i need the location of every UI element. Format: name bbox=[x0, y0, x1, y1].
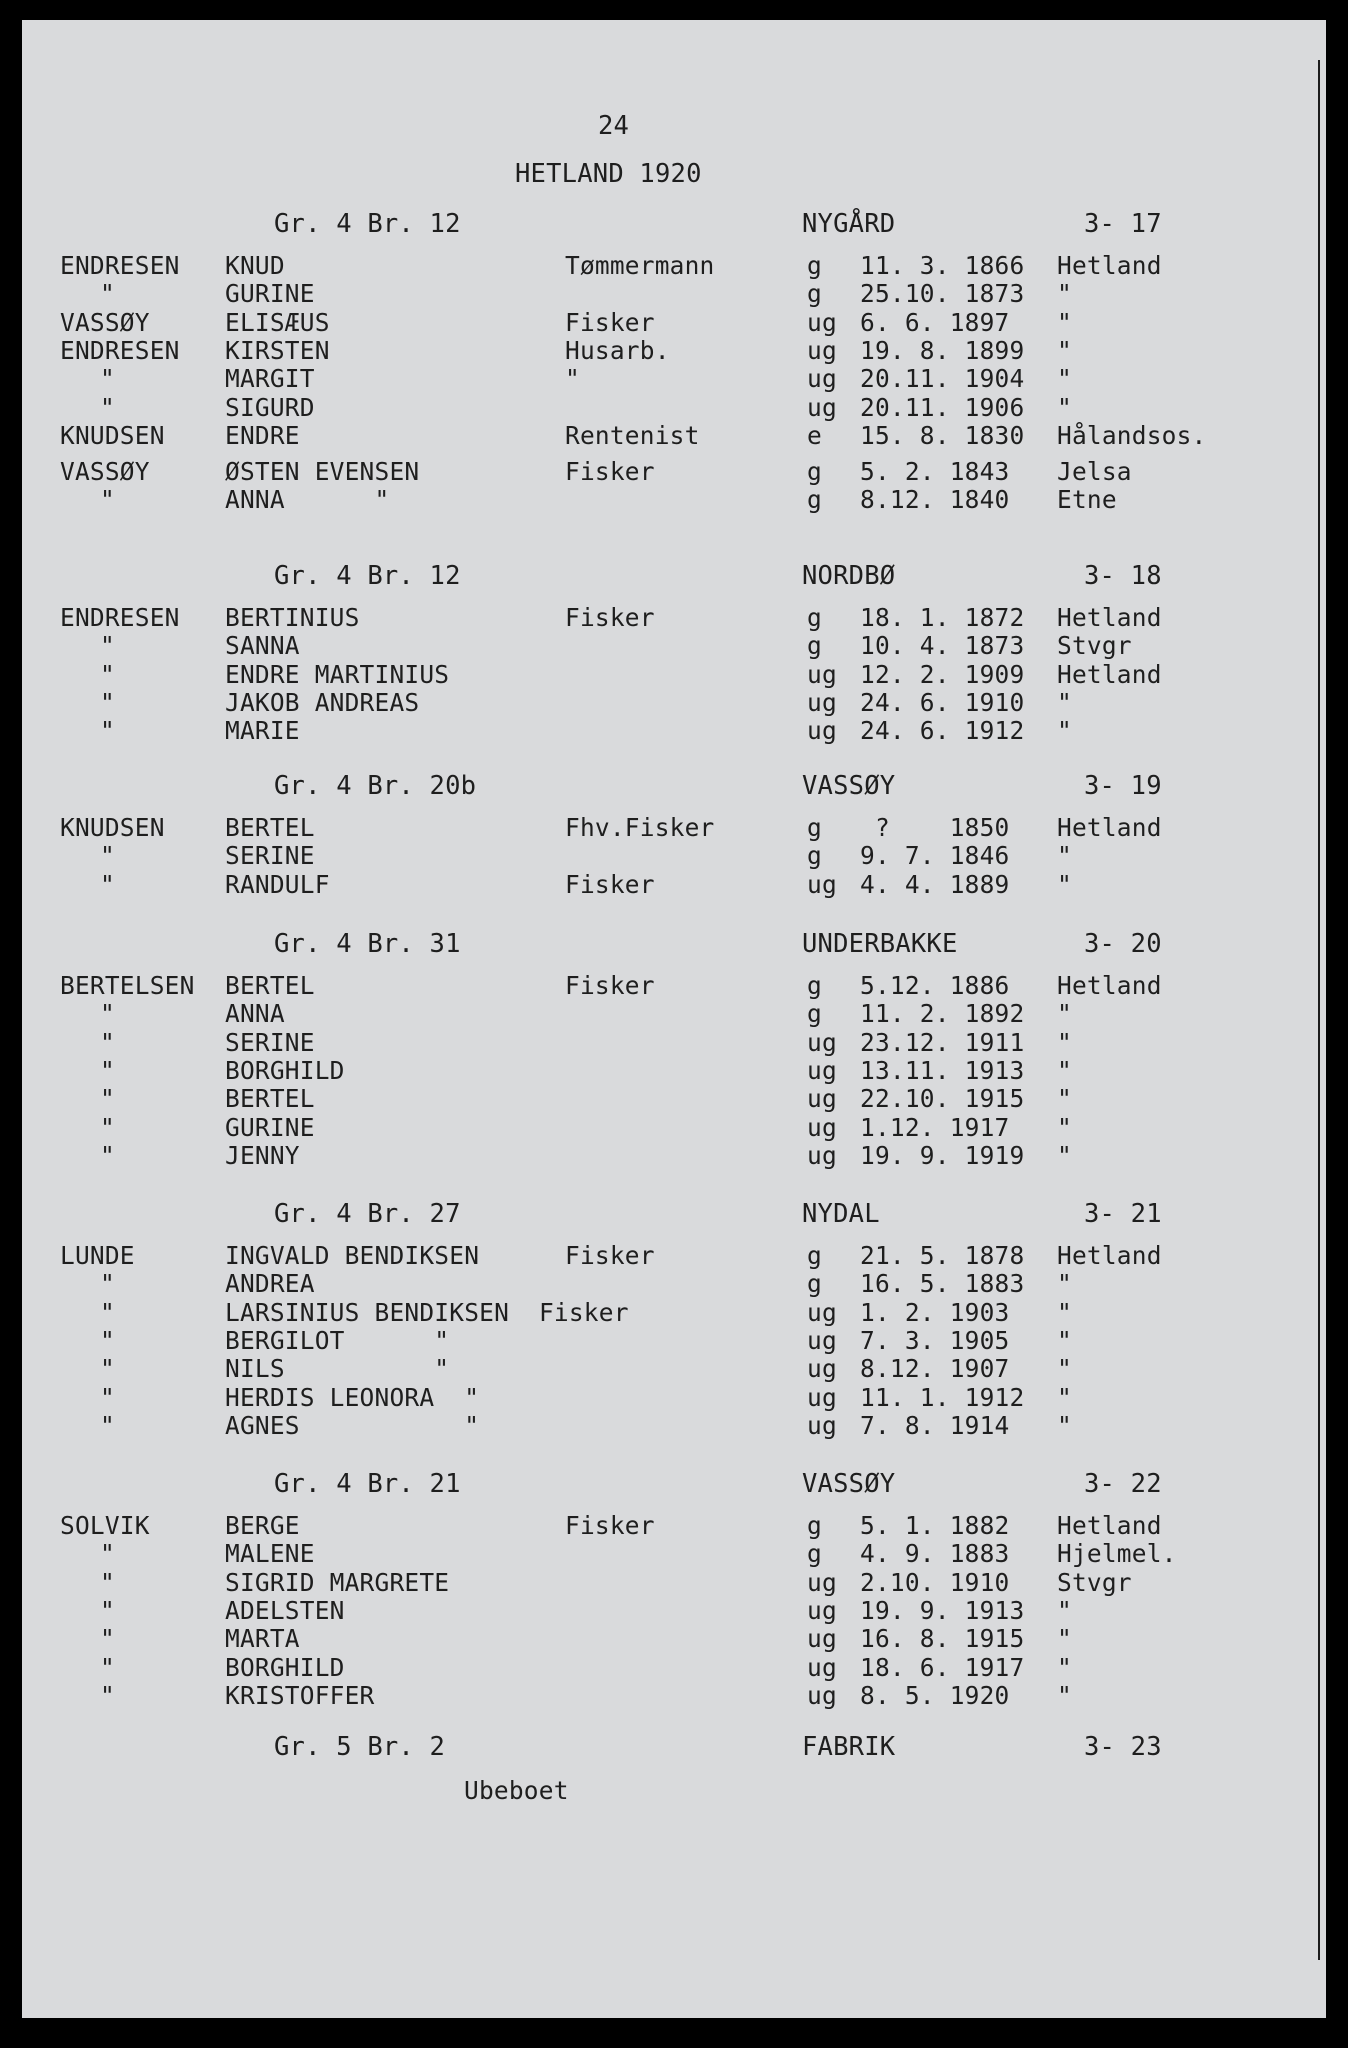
person-surname: " bbox=[100, 659, 115, 689]
person-first: SIGURD bbox=[225, 392, 315, 422]
person-birthplace: " bbox=[1057, 841, 1072, 871]
person-birthplace: Hetland bbox=[1057, 813, 1162, 842]
person-birthplace: " bbox=[1057, 279, 1072, 309]
person-first: NILS " bbox=[225, 1354, 450, 1384]
person-first: GURINE bbox=[225, 279, 315, 309]
person-date: 2.10. 1910 bbox=[860, 1567, 1010, 1597]
person-surname: " bbox=[100, 1652, 115, 1682]
person-date: 24. 6. 1910 bbox=[860, 687, 1025, 717]
person-surname: " bbox=[100, 1055, 115, 1085]
person-status: ug bbox=[807, 1382, 837, 1412]
person-birthplace: " bbox=[1057, 1269, 1072, 1299]
person-date: 1. 2. 1903 bbox=[860, 1297, 1010, 1327]
person-first: MARIE bbox=[225, 716, 300, 746]
person-surname: " bbox=[100, 1297, 115, 1327]
person-status: ug bbox=[807, 1624, 837, 1654]
person-first: HERDIS LEONORA " bbox=[225, 1382, 480, 1412]
person-first: RANDULF bbox=[225, 869, 330, 899]
person-surname: " bbox=[100, 1269, 115, 1299]
person-date: 1.12. 1917 bbox=[860, 1112, 1010, 1142]
household-place: NYDAL bbox=[802, 1199, 880, 1229]
person-surname: " bbox=[100, 485, 115, 515]
person-birthplace: " bbox=[1057, 716, 1072, 746]
person-surname: " bbox=[100, 1354, 115, 1384]
person-first: KRISTOFFER bbox=[225, 1680, 375, 1710]
person-birthplace: " bbox=[1057, 1084, 1072, 1114]
household-number: 3- 17 bbox=[1084, 209, 1162, 239]
person-surname: " bbox=[100, 687, 115, 717]
person-first: JAKOB ANDREAS bbox=[225, 687, 420, 717]
person-surname: BERTELSEN bbox=[60, 971, 195, 1000]
person-first: MALENE bbox=[225, 1539, 315, 1569]
person-status: g bbox=[807, 1511, 822, 1540]
person-occupation: Rentenist bbox=[565, 420, 700, 450]
person-birthplace: Hetland bbox=[1057, 971, 1162, 1000]
person-first: BERTEL bbox=[225, 1084, 315, 1114]
person-birthplace: Hetland bbox=[1057, 251, 1162, 280]
person-status: ug bbox=[807, 364, 837, 394]
household-place: NORDBØ bbox=[802, 561, 896, 591]
person-birthplace: " bbox=[1057, 392, 1072, 422]
person-surname: " bbox=[100, 1112, 115, 1142]
person-birthplace: " bbox=[1057, 869, 1072, 899]
person-status: ug bbox=[807, 1112, 837, 1142]
household-place: VASSØY bbox=[802, 1469, 896, 1499]
person-date: 6. 6. 1897 bbox=[860, 307, 1010, 337]
household-gr-br: Gr. 5 Br. 2 bbox=[274, 1732, 446, 1762]
household-number: 3- 22 bbox=[1084, 1469, 1162, 1499]
person-first: LARSINIUS BENDIKSEN Fisker bbox=[225, 1297, 629, 1327]
person-status: ug bbox=[807, 335, 837, 365]
household-gr-br: Gr. 4 Br. 27 bbox=[274, 1199, 461, 1229]
household-gr-br: Gr. 4 Br. 20b bbox=[274, 771, 477, 801]
person-first: KNUD bbox=[225, 251, 285, 280]
person-date: 7. 3. 1905 bbox=[860, 1325, 1010, 1355]
household-gr-br: Gr. 4 Br. 31 bbox=[274, 929, 461, 959]
person-occupation: Fisker bbox=[565, 869, 655, 899]
person-birthplace: " bbox=[1057, 999, 1072, 1029]
person-first: ENDRE bbox=[225, 420, 300, 450]
person-first: INGVALD BENDIKSEN bbox=[225, 1241, 480, 1270]
person-birthplace: " bbox=[1057, 335, 1072, 365]
person-occupation: Tømmermann bbox=[565, 251, 715, 280]
household-number: 3- 19 bbox=[1084, 771, 1162, 801]
person-status: g bbox=[807, 841, 822, 871]
person-status: g bbox=[807, 813, 822, 842]
person-surname: " bbox=[100, 1595, 115, 1625]
person-date: 16. 5. 1883 bbox=[860, 1269, 1025, 1299]
household-gr-br: Gr. 4 Br. 21 bbox=[274, 1469, 461, 1499]
person-status: g bbox=[807, 485, 822, 515]
household-number: 3- 18 bbox=[1084, 561, 1162, 591]
person-birthplace: " bbox=[1057, 687, 1072, 717]
person-first: KIRSTEN bbox=[225, 335, 330, 365]
document-page bbox=[22, 20, 1326, 2018]
person-occupation: Fisker bbox=[565, 307, 655, 337]
household-gr-br: Gr. 4 Br. 12 bbox=[274, 561, 461, 591]
person-surname: " bbox=[100, 1410, 115, 1440]
person-first: SANNA bbox=[225, 631, 300, 661]
person-date: 8.12. 1840 bbox=[860, 485, 1010, 515]
person-first: BORGHILD bbox=[225, 1652, 345, 1682]
household-place: FABRIK bbox=[802, 1732, 896, 1762]
person-status: ug bbox=[807, 1055, 837, 1085]
person-date: 23.12. 1911 bbox=[860, 1027, 1025, 1057]
person-birthplace: " bbox=[1057, 1652, 1072, 1682]
person-date: 7. 8. 1914 bbox=[860, 1410, 1010, 1440]
household-number: 3- 21 bbox=[1084, 1199, 1162, 1229]
person-surname: " bbox=[100, 279, 115, 309]
person-date: 15. 8. 1830 bbox=[860, 420, 1025, 450]
person-birthplace: " bbox=[1057, 1055, 1072, 1085]
page-title: HETLAND 1920 bbox=[515, 159, 702, 189]
person-first: ANNA " bbox=[225, 485, 390, 515]
person-first: BERTEL bbox=[225, 971, 315, 1000]
person-surname: LUNDE bbox=[60, 1241, 135, 1270]
person-birthplace: " bbox=[1057, 1410, 1072, 1440]
person-status: ug bbox=[807, 687, 837, 717]
person-date: 22.10. 1915 bbox=[860, 1084, 1025, 1114]
person-status: g bbox=[807, 631, 822, 661]
person-birthplace: " bbox=[1057, 1325, 1072, 1355]
person-first: ENDRE MARTINIUS bbox=[225, 659, 450, 689]
person-status: ug bbox=[807, 1325, 837, 1355]
person-status: ug bbox=[807, 1027, 837, 1057]
page-edge-line bbox=[1318, 60, 1320, 1960]
person-birthplace: " bbox=[1057, 1297, 1072, 1327]
person-surname: " bbox=[100, 1539, 115, 1569]
person-birthplace: Hetland bbox=[1057, 659, 1162, 689]
person-birthplace: Hjelmel. bbox=[1057, 1539, 1177, 1569]
person-date: 10. 4. 1873 bbox=[860, 631, 1025, 661]
person-status: g bbox=[807, 1241, 822, 1270]
person-status: ug bbox=[807, 659, 837, 689]
person-status: g bbox=[807, 1539, 822, 1569]
person-occupation: " bbox=[565, 364, 580, 394]
person-surname: " bbox=[100, 841, 115, 871]
person-birthplace: " bbox=[1057, 1382, 1072, 1412]
person-date: 8.12. 1907 bbox=[860, 1354, 1010, 1384]
person-date: 16. 8. 1915 bbox=[860, 1624, 1025, 1654]
person-birthplace: " bbox=[1057, 1680, 1072, 1710]
person-status: ug bbox=[807, 1140, 837, 1170]
person-date: 19. 8. 1899 bbox=[860, 335, 1025, 365]
person-surname: " bbox=[100, 716, 115, 746]
household-note: Ubeboet bbox=[464, 1776, 569, 1805]
person-surname: " bbox=[100, 869, 115, 899]
person-status: ug bbox=[807, 307, 837, 337]
person-birthplace: Hetland bbox=[1057, 1511, 1162, 1540]
person-birthplace: Hetland bbox=[1057, 603, 1162, 632]
person-birthplace: " bbox=[1057, 1140, 1072, 1170]
person-date: 20.11. 1906 bbox=[860, 392, 1025, 422]
person-surname: " bbox=[100, 1325, 115, 1355]
person-date: 21. 5. 1878 bbox=[860, 1241, 1025, 1270]
person-first: ANDREA bbox=[225, 1269, 315, 1299]
person-date: 25.10. 1873 bbox=[860, 279, 1025, 309]
person-first: BERTEL bbox=[225, 813, 315, 842]
person-occupation: Fhv.Fisker bbox=[565, 813, 715, 842]
person-first: MARGIT bbox=[225, 364, 315, 394]
person-surname: " bbox=[100, 1382, 115, 1412]
person-status: ug bbox=[807, 1567, 837, 1597]
household-gr-br: Gr. 4 Br. 12 bbox=[274, 209, 461, 239]
person-surname: KNUDSEN bbox=[60, 420, 165, 450]
person-date: ? 1850 bbox=[860, 813, 1010, 842]
person-surname: SOLVIK bbox=[60, 1511, 150, 1540]
person-surname: " bbox=[100, 364, 115, 394]
person-surname: " bbox=[100, 1140, 115, 1170]
person-surname: VASSØY bbox=[60, 457, 150, 487]
person-birthplace: Jelsa bbox=[1057, 457, 1132, 487]
person-surname: KNUDSEN bbox=[60, 813, 165, 842]
person-date: 18. 1. 1872 bbox=[860, 603, 1025, 632]
person-date: 11. 2. 1892 bbox=[860, 999, 1025, 1029]
household-place: UNDERBAKKE bbox=[802, 929, 958, 959]
person-status: g bbox=[807, 457, 822, 487]
person-date: 4. 9. 1883 bbox=[860, 1539, 1010, 1569]
person-surname: ENDRESEN bbox=[60, 335, 180, 365]
person-status: ug bbox=[807, 1652, 837, 1682]
person-date: 18. 6. 1917 bbox=[860, 1652, 1025, 1682]
person-first: AGNES " bbox=[225, 1410, 480, 1440]
person-date: 5.12. 1886 bbox=[860, 971, 1010, 1000]
person-surname: ENDRESEN bbox=[60, 251, 180, 280]
person-first: SIGRID MARGRETE bbox=[225, 1567, 450, 1597]
person-status: ug bbox=[807, 869, 837, 899]
person-occupation: Fisker bbox=[565, 603, 655, 632]
person-date: 4. 4. 1889 bbox=[860, 869, 1010, 899]
person-status: e bbox=[807, 420, 822, 450]
person-birthplace: " bbox=[1057, 1624, 1072, 1654]
person-surname: " bbox=[100, 1027, 115, 1057]
person-birthplace: Hetland bbox=[1057, 1241, 1162, 1270]
person-date: 19. 9. 1919 bbox=[860, 1140, 1025, 1170]
person-status: ug bbox=[807, 1410, 837, 1440]
person-date: 12. 2. 1909 bbox=[860, 659, 1025, 689]
person-occupation: Fisker bbox=[565, 1511, 655, 1540]
person-surname: " bbox=[100, 1567, 115, 1597]
person-date: 5. 1. 1882 bbox=[860, 1511, 1010, 1540]
person-date: 20.11. 1904 bbox=[860, 364, 1025, 394]
page-number: 24 bbox=[598, 111, 630, 141]
person-first: BERGILOT " bbox=[225, 1325, 450, 1355]
person-occupation: Husarb. bbox=[565, 335, 670, 365]
person-first: ANNA bbox=[225, 999, 285, 1029]
person-first: BERGE bbox=[225, 1511, 300, 1540]
person-birthplace: Etne bbox=[1057, 485, 1117, 515]
person-status: g bbox=[807, 279, 822, 309]
person-date: 19. 9. 1913 bbox=[860, 1595, 1025, 1625]
person-surname: " bbox=[100, 631, 115, 661]
person-first: BERTINIUS bbox=[225, 603, 360, 632]
person-date: 13.11. 1913 bbox=[860, 1055, 1025, 1085]
person-first: ØSTEN EVENSEN bbox=[225, 457, 420, 487]
person-status: g bbox=[807, 999, 822, 1029]
person-first: JENNY bbox=[225, 1140, 300, 1170]
person-first: ELISÆUS bbox=[225, 307, 330, 337]
person-status: ug bbox=[807, 1595, 837, 1625]
person-status: ug bbox=[807, 1354, 837, 1384]
person-birthplace: Stvgr bbox=[1057, 1567, 1132, 1597]
person-occupation: Fisker bbox=[565, 971, 655, 1000]
person-birthplace: " bbox=[1057, 1027, 1072, 1057]
person-birthplace: Hålandsos. bbox=[1057, 420, 1207, 450]
household-number: 3- 20 bbox=[1084, 929, 1162, 959]
person-occupation: Fisker bbox=[565, 1241, 655, 1270]
person-status: g bbox=[807, 603, 822, 632]
person-first: ADELSTEN bbox=[225, 1595, 345, 1625]
person-first: MARTA bbox=[225, 1624, 300, 1654]
person-first: GURINE bbox=[225, 1112, 315, 1142]
person-birthplace: Stvgr bbox=[1057, 631, 1132, 661]
person-surname: VASSØY bbox=[60, 307, 150, 337]
person-first: SERINE bbox=[225, 841, 315, 871]
person-status: ug bbox=[807, 1084, 837, 1114]
person-birthplace: " bbox=[1057, 1354, 1072, 1384]
person-date: 24. 6. 1912 bbox=[860, 716, 1025, 746]
person-date: 11. 1. 1912 bbox=[860, 1382, 1025, 1412]
person-birthplace: " bbox=[1057, 1112, 1072, 1142]
person-occupation: Fisker bbox=[565, 457, 655, 487]
person-status: g bbox=[807, 1269, 822, 1299]
household-place: NYGÅRD bbox=[802, 209, 896, 239]
person-status: ug bbox=[807, 392, 837, 422]
person-first: SERINE bbox=[225, 1027, 315, 1057]
person-date: 9. 7. 1846 bbox=[860, 841, 1010, 871]
person-date: 8. 5. 1920 bbox=[860, 1680, 1010, 1710]
person-status: g bbox=[807, 251, 822, 280]
household-place: VASSØY bbox=[802, 771, 896, 801]
person-surname: " bbox=[100, 999, 115, 1029]
person-surname: " bbox=[100, 1084, 115, 1114]
person-birthplace: " bbox=[1057, 1595, 1072, 1625]
person-first: BORGHILD bbox=[225, 1055, 345, 1085]
person-surname: " bbox=[100, 1624, 115, 1654]
person-surname: ENDRESEN bbox=[60, 603, 180, 632]
person-status: ug bbox=[807, 1297, 837, 1327]
household-number: 3- 23 bbox=[1084, 1732, 1162, 1762]
person-surname: " bbox=[100, 392, 115, 422]
person-birthplace: " bbox=[1057, 307, 1072, 337]
person-date: 5. 2. 1843 bbox=[860, 457, 1010, 487]
person-date: 11. 3. 1866 bbox=[860, 251, 1025, 280]
person-birthplace: " bbox=[1057, 364, 1072, 394]
person-status: g bbox=[807, 971, 822, 1000]
person-status: ug bbox=[807, 716, 837, 746]
person-surname: " bbox=[100, 1680, 115, 1710]
person-status: ug bbox=[807, 1680, 837, 1710]
